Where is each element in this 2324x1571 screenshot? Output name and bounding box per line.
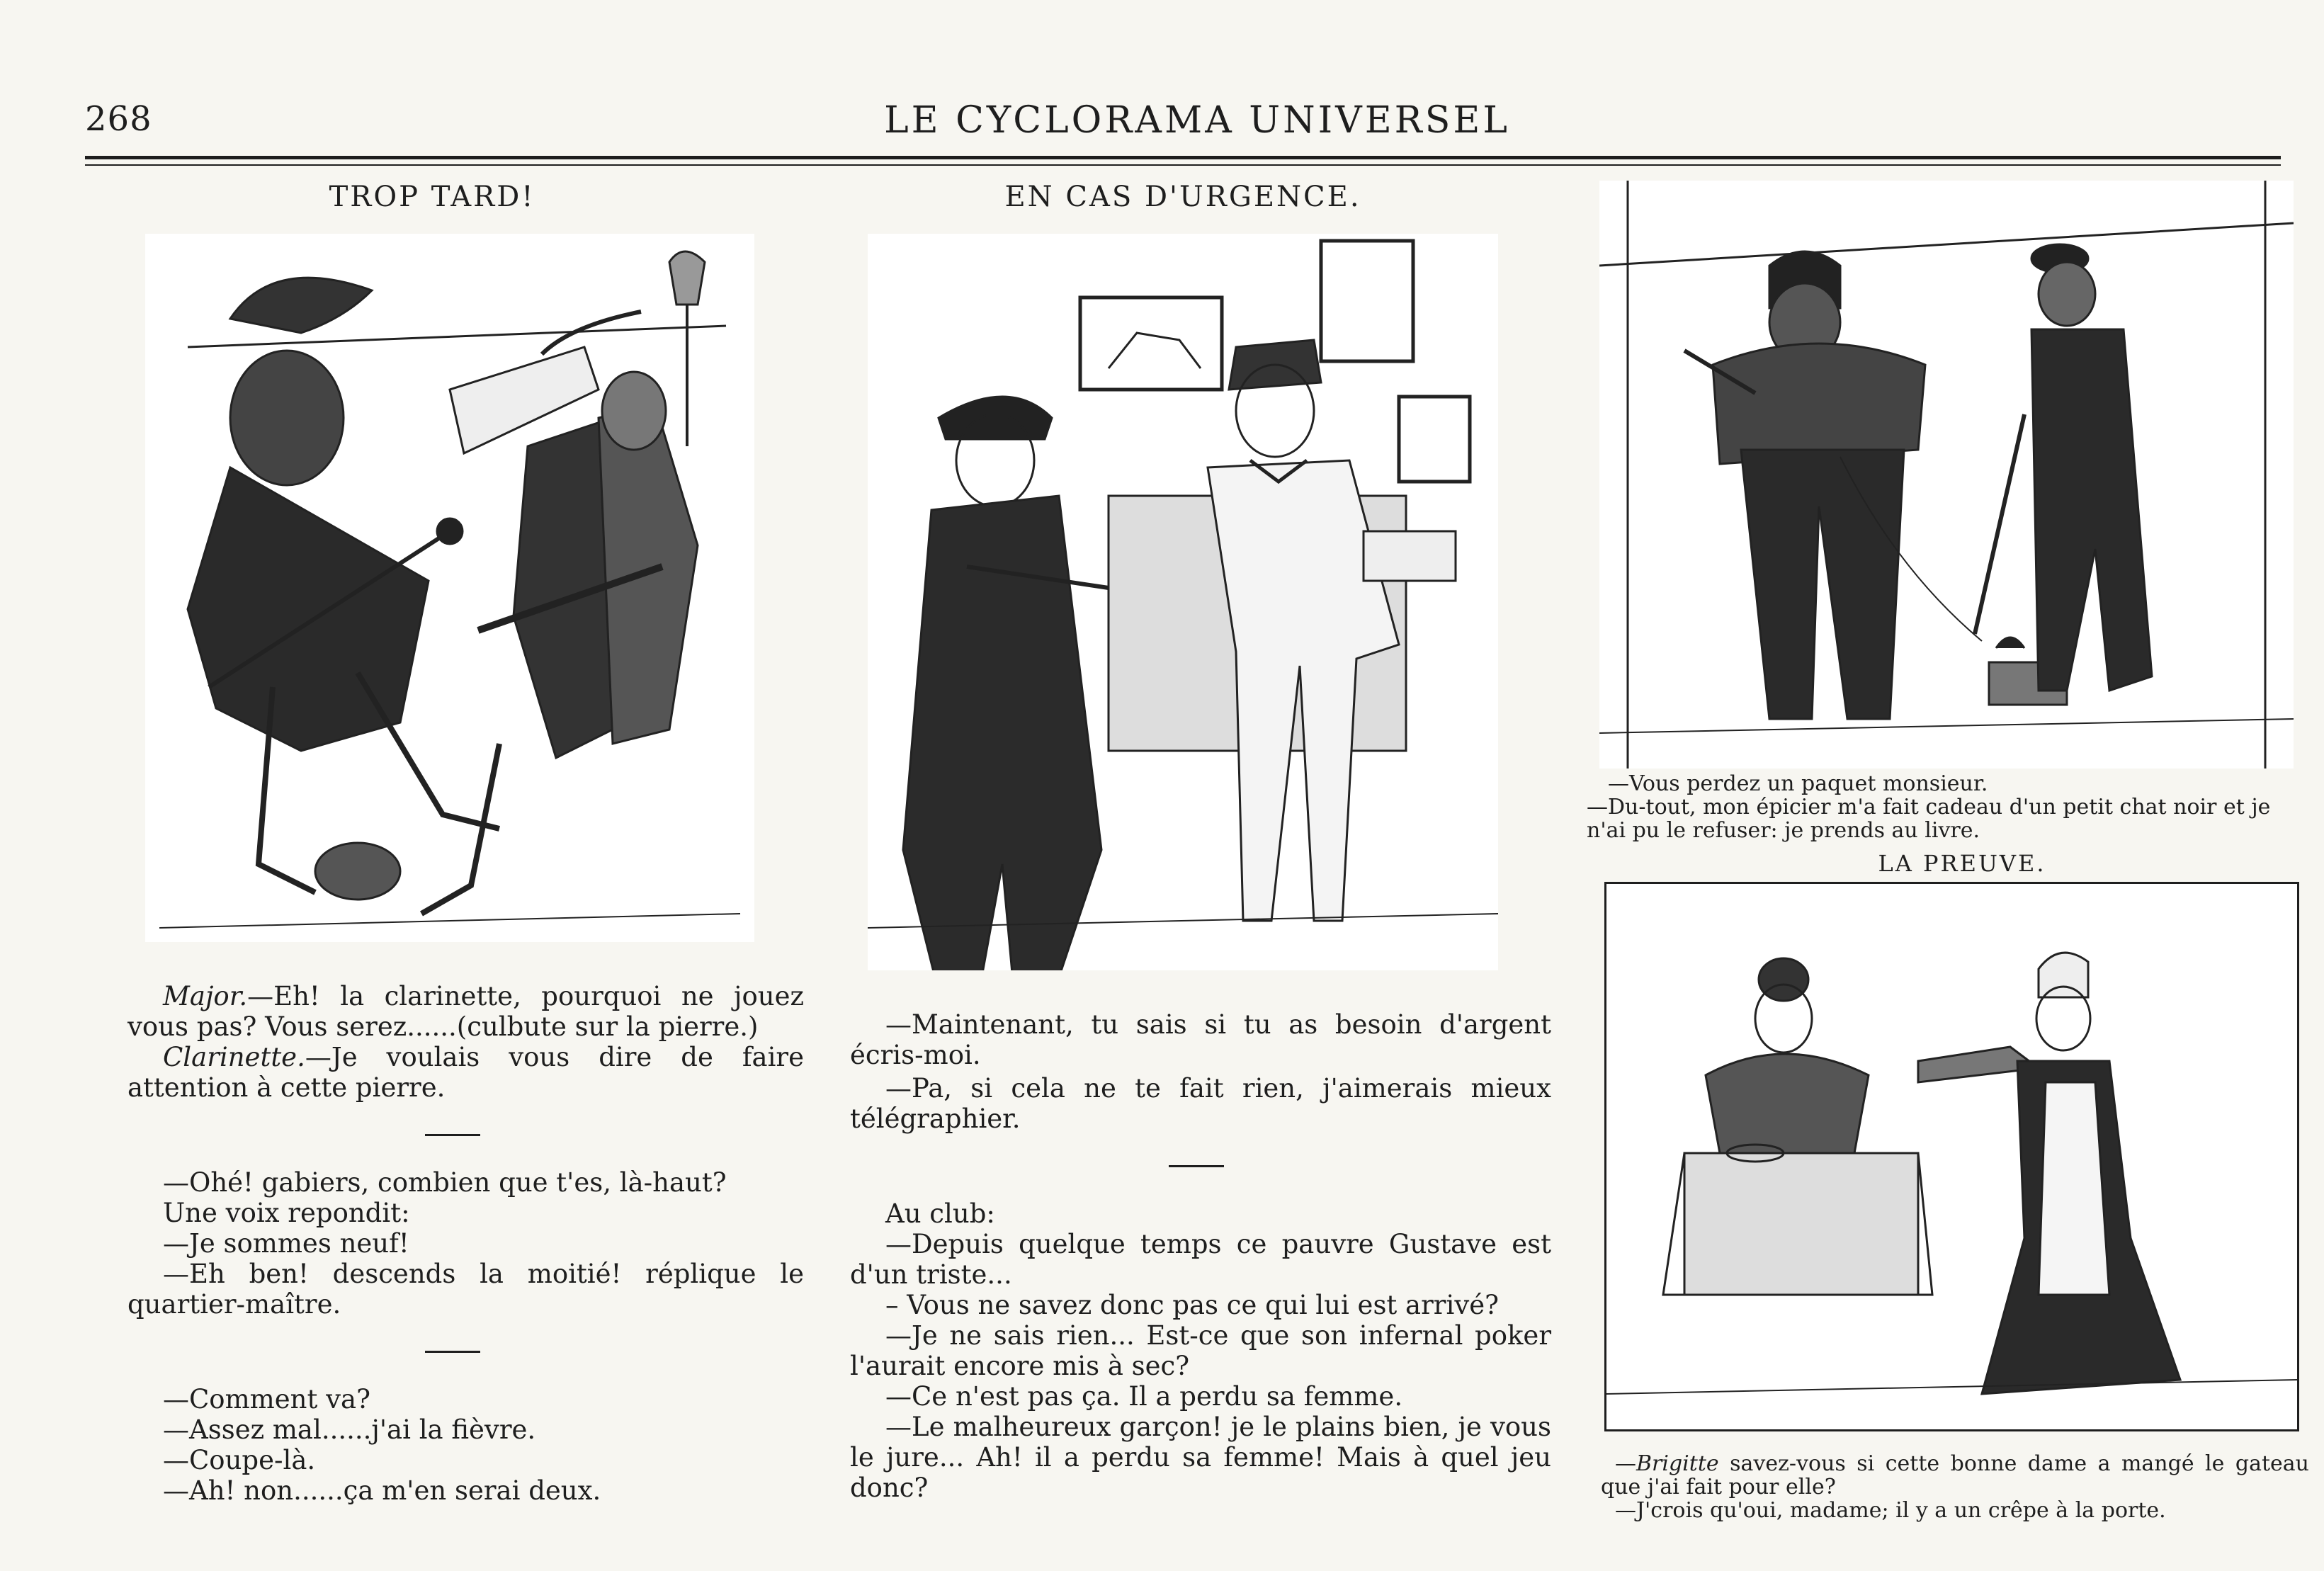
club-line-5: —Le malheureux garçon! je le plains bien, je vous le jure... Ah! il a perdu sa femme! Mais à quel jeu donc? bbox=[850, 1412, 1551, 1503]
parcels-caption bbox=[1587, 772, 2309, 842]
page-number: 268 bbox=[85, 99, 152, 139]
maid-caption-line-2: —J'crois qu'oui, madame; il y a un crêpe à la porte. bbox=[1615, 1498, 2166, 1523]
gabiers-line-1: —Ohé! gabiers, combien que t'es, là-haut? bbox=[163, 1167, 727, 1198]
urgence-paragraph-2: —Pa, si cela ne te fait rien, j'aimerais mieux télégraphier. bbox=[850, 1073, 1551, 1134]
speaker-brigitte: Brigitte bbox=[1636, 1451, 1719, 1476]
clarinette-speech: —Je voulais vous dire de faire attention à cette pierre. bbox=[127, 1042, 804, 1103]
trop-tard-text bbox=[127, 981, 804, 1506]
section-divider bbox=[425, 1134, 480, 1136]
gabiers-line-2: Une voix repondit: bbox=[163, 1198, 410, 1228]
cartoon-title-en-cas-d-urgence: EN CAS D'URGENCE. bbox=[1004, 181, 1361, 213]
caption-line-2: —Du-tout, mon épicier m'a fait cadeau d'un petit chat noir et je n'ai pu le refuser: je prends au livre. bbox=[1587, 795, 2271, 843]
section-divider bbox=[425, 1351, 480, 1353]
fievre-line-4: —Ah! non......ça m'en serai deux. bbox=[163, 1475, 601, 1506]
major-speech: —Eh! la clarinette, pourquoi ne jouez vous pas? Vous serez......(culbute sur la pierre.) bbox=[127, 981, 804, 1042]
urgence-paragraph-1: —Maintenant, tu sais si tu as besoin d'argent écris-moi. bbox=[850, 1009, 1551, 1070]
club-heading: Au club: bbox=[885, 1198, 995, 1229]
maid-caption bbox=[1601, 1452, 2309, 1522]
brigitte-question: savez-vous si cette bonne dame a mangé le gateau que j'ai fait pour elle? bbox=[1601, 1451, 2309, 1499]
gabiers-line-4: —Eh ben! descends la moitié! réplique le quartier-maître. bbox=[127, 1259, 804, 1320]
club-line-3: —Je ne sais rien... Est-ce que son infernal poker l'aurait encore mis à sec? bbox=[850, 1320, 1551, 1381]
fievre-line-3: —Coupe-là. bbox=[163, 1445, 316, 1475]
speaker-major: Major. bbox=[163, 981, 248, 1011]
cartoon-title-trop-tard: TROP TARD! bbox=[329, 181, 535, 213]
cartoon-title-la-preuve: LA PREUVE. bbox=[1878, 850, 2046, 877]
maid-and-lady-drawing bbox=[1606, 884, 2297, 1429]
clarinette-line bbox=[127, 1042, 804, 1103]
parlor-scene-illustration bbox=[868, 234, 1498, 970]
club-line-1: —Depuis quelque temps ce pauvre Gustave est d'un triste... bbox=[850, 1229, 1551, 1290]
marching-band-drawing bbox=[145, 234, 754, 942]
gabiers-line-3: —Je sommes neuf! bbox=[163, 1228, 409, 1259]
speaker-clarinette: Clarinette. bbox=[163, 1042, 305, 1072]
marching-band-illustration bbox=[145, 234, 754, 942]
parlor-scene-drawing bbox=[868, 234, 1498, 970]
en-cas-d-urgence-text bbox=[850, 1009, 1551, 1503]
club-line-4: —Ce n'est pas ça. Il a perdu sa femme. bbox=[885, 1381, 1403, 1412]
header-rule-thin bbox=[85, 164, 2281, 166]
caption-line-1: —Vous perdez un paquet monsieur. bbox=[1608, 771, 1988, 796]
fievre-line-2: —Assez mal......j'ai la fièvre. bbox=[163, 1414, 536, 1445]
section-divider bbox=[1169, 1165, 1224, 1167]
club-line-2: – Vous ne savez donc pas ce qui lui est arrivé? bbox=[885, 1290, 1499, 1320]
maid-and-lady-illustration bbox=[1604, 882, 2299, 1431]
major-line bbox=[127, 981, 804, 1042]
header-rule bbox=[85, 156, 2281, 159]
parcels-and-cat-drawing bbox=[1599, 181, 2294, 769]
maid-caption-line-1: —Brigitte savez-vous si cette bonne dame a mangé le gateau que j'ai fait pour elle? bbox=[1601, 1451, 2309, 1499]
fievre-line-1: —Comment va? bbox=[163, 1384, 370, 1414]
parcels-and-cat-illustration bbox=[1599, 181, 2294, 769]
running-title: LE CYCLORAMA UNIVERSEL bbox=[884, 99, 1510, 142]
